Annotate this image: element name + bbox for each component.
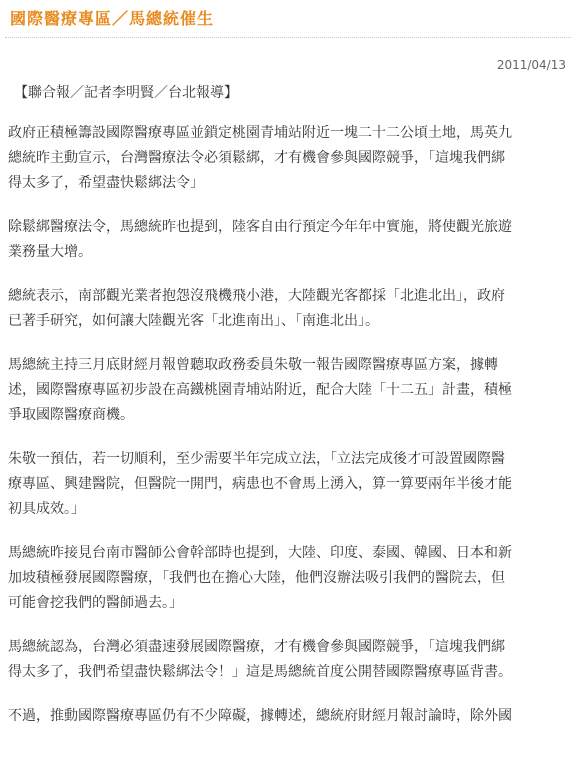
paragraph-line: 述，國際醫療專區初步設在高鐵桃園青埔站附近，配合大陸「十二五」計畫，積極 xyxy=(8,382,512,398)
paragraph-line: 得太多了，希望盡快鬆綁法令」 xyxy=(8,175,204,191)
article-paragraph xyxy=(8,284,564,334)
paragraph-line: 總統表示，南部觀光業者抱怨沒飛機飛小港，大陸觀光客都採「北進北出」，政府 xyxy=(8,288,505,304)
paragraph-line: 馬總統主持三月底財經月報曾聽取政務委員朱敬一報告國際醫療專區方案，據轉 xyxy=(8,357,498,373)
article-paragraph xyxy=(8,353,564,428)
paragraph-line: 可能會挖我們的醫師過去。」 xyxy=(8,595,183,611)
article-paragraph xyxy=(8,447,564,522)
paragraph-line: 不過，推動國際醫療專區仍有不少障礙，據轉述，總統府財經月報討論時，除外國 xyxy=(8,708,512,724)
paragraph-line: 初具成效。」 xyxy=(8,501,85,517)
paragraph-line: 馬總統認為，台灣必須盡速發展國際醫療，才有機會參與國際競爭，「這塊我們綁 xyxy=(8,639,505,655)
paragraph-line: 政府正積極籌設國際醫療專區並鎖定桃園青埔站附近一塊二十二公頃土地，馬英九 xyxy=(8,125,512,141)
paragraph-line: 朱敬一預估，若一切順利，至少需要半年完成立法，「立法完成後才可設置國際醫 xyxy=(8,451,505,467)
paragraph-line: 加坡積極發展國際醫療，「我們也在擔心大陸，他們沒辦法吸引我們的醫院去，但 xyxy=(8,570,505,586)
paragraph-line: 療專區、興建醫院，但醫院一開門，病患也不會馬上湧入，算一算要兩年半後才能 xyxy=(8,476,512,492)
article-title: 國際醫療專區／馬總統催生 xyxy=(10,9,215,28)
paragraph-line: 得太多了，我們希望盡快鬆綁法令！」這是馬總統首度公開替國際醫療專區背書。 xyxy=(8,664,512,680)
paragraph-line: 馬總統昨接見台南市醫師公會幹部時也提到，大陸、印度、泰國、韓國、日本和新 xyxy=(8,545,512,561)
paragraph-line: 已著手研究，如何讓大陸觀光客「北進南出」、「南進北出」。 xyxy=(8,313,379,329)
title-divider xyxy=(5,37,571,38)
article-byline: 【聯合報／記者李明賢／台北報導】 xyxy=(14,85,238,101)
article-paragraph xyxy=(8,704,564,729)
paragraph-line: 除鬆綁醫療法令，馬總統昨也提到，陸客自由行預定今年年中實施，將使觀光旅遊 xyxy=(8,219,512,235)
paragraph-line: 爭取國際醫療商機。 xyxy=(8,407,134,423)
paragraph-line: 總統昨主動宣示，台灣醫療法令必須鬆綁，才有機會參與國際競爭，「這塊我們綁 xyxy=(8,150,505,166)
article-paragraph xyxy=(8,121,564,196)
article-body xyxy=(8,121,564,748)
article-paragraph xyxy=(8,635,564,685)
paragraph-line: 業務量大增。 xyxy=(8,244,92,260)
article-paragraph xyxy=(8,541,564,616)
article-date: 2011/04/13 xyxy=(496,58,566,72)
article-paragraph xyxy=(8,215,564,265)
